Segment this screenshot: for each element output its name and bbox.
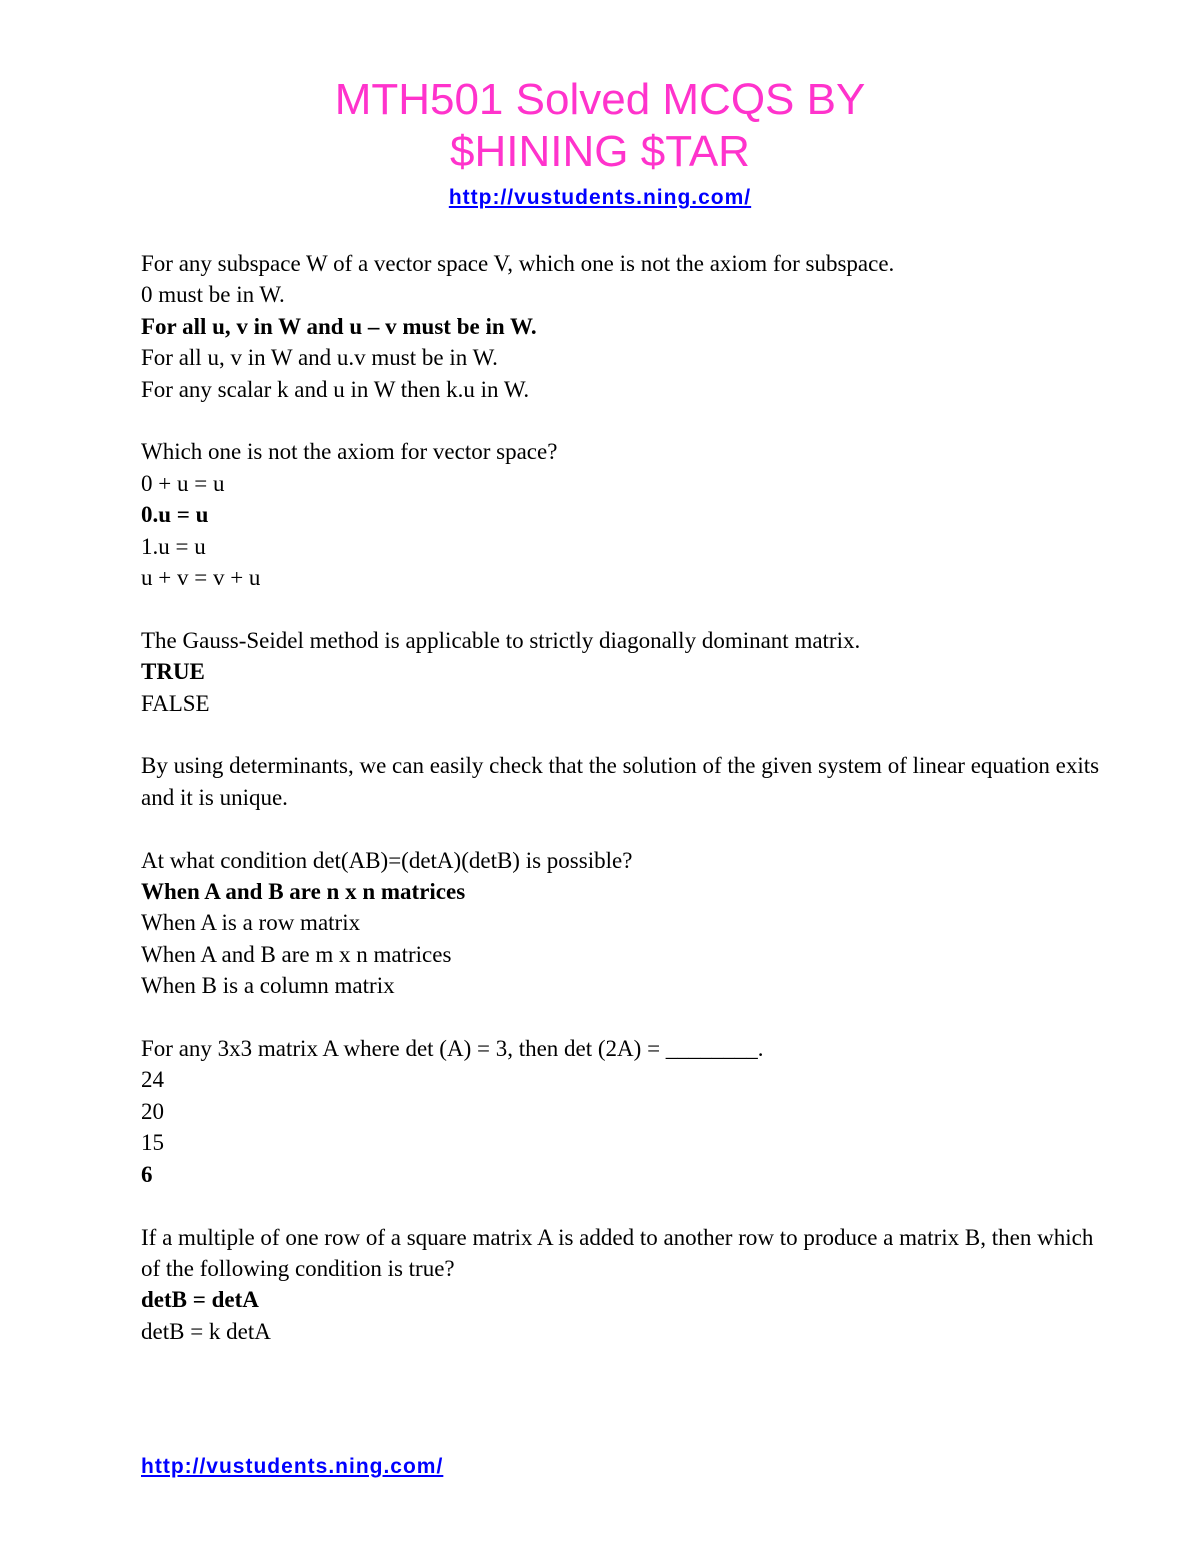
question-text: If a multiple of one row of a square matrix A is added to another row to produce a matrix B, then which of the following condition is true?	[141, 1224, 1094, 1281]
answer-option: 15	[141, 1130, 164, 1156]
answer-option-correct: 6	[141, 1161, 153, 1187]
answer-option-correct: For all u, v in W and u – v must be in W.	[141, 313, 537, 339]
header-link-wrapper	[0, 186, 1200, 210]
answer-option: When B is a column matrix	[141, 973, 395, 999]
answer-option: u + v = v + u	[141, 565, 261, 591]
question-text: For any 3x3 matrix A where det (A) = 3, then det (2A) = ________.	[141, 1036, 764, 1062]
answer-option: For all u, v in W and u.v must be in W.	[141, 345, 498, 371]
answer-option: 20	[141, 1098, 164, 1124]
mcq-item	[141, 1033, 1101, 1190]
answer-option: FALSE	[141, 690, 210, 716]
mcq-item	[141, 845, 1101, 1002]
answer-option: For any scalar k and u in W then k.u in W.	[141, 376, 530, 402]
answer-option: 1.u = u	[141, 533, 206, 559]
question-text: By using determinants, we can easily check that the solution of the given system of linear equation exits and it is unique.	[141, 753, 1100, 810]
answer-option-correct: detB = detA	[141, 1287, 259, 1313]
mcq-list	[141, 248, 1101, 1379]
answer-option: 0 + u = u	[141, 470, 225, 496]
answer-option-correct: When A and B are n x n matrices	[141, 879, 466, 905]
answer-option: When A and B are m x n matrices	[141, 941, 452, 967]
footer-link-wrapper	[141, 1455, 443, 1479]
mcq-item	[141, 1222, 1101, 1348]
answer-option-correct: 0.u = u	[141, 502, 209, 528]
answer-option: 24	[141, 1067, 164, 1093]
mcq-item	[141, 436, 1101, 593]
answer-option: 0 must be in W.	[141, 282, 285, 308]
question-text: For any subspace W of a vector space V, which one is not the axiom for subspace.	[141, 251, 895, 276]
question-text: Which one is not the axiom for vector space?	[141, 439, 558, 465]
mcq-item	[141, 248, 1101, 405]
header-link[interactable]: http://vustudents.ning.com/	[448, 186, 752, 209]
footer-link[interactable]: http://vustudents.ning.com/	[141, 1455, 444, 1478]
mcq-item	[141, 750, 1101, 813]
question-text: At what condition det(AB)=(detA)(detB) is possible?	[141, 847, 633, 873]
mcq-item	[141, 625, 1101, 719]
answer-option: detB = k detA	[141, 1318, 271, 1344]
answer-option: When A is a row matrix	[141, 910, 361, 936]
question-text: The Gauss-Seidel method is applicable to strictly diagonally dominant matrix.	[141, 627, 861, 653]
page-title-line2: $HINING $TAR	[450, 127, 750, 176]
page-title-line1: MTH501 Solved MCQS BY	[334, 75, 866, 124]
answer-option-correct: TRUE	[141, 659, 205, 685]
